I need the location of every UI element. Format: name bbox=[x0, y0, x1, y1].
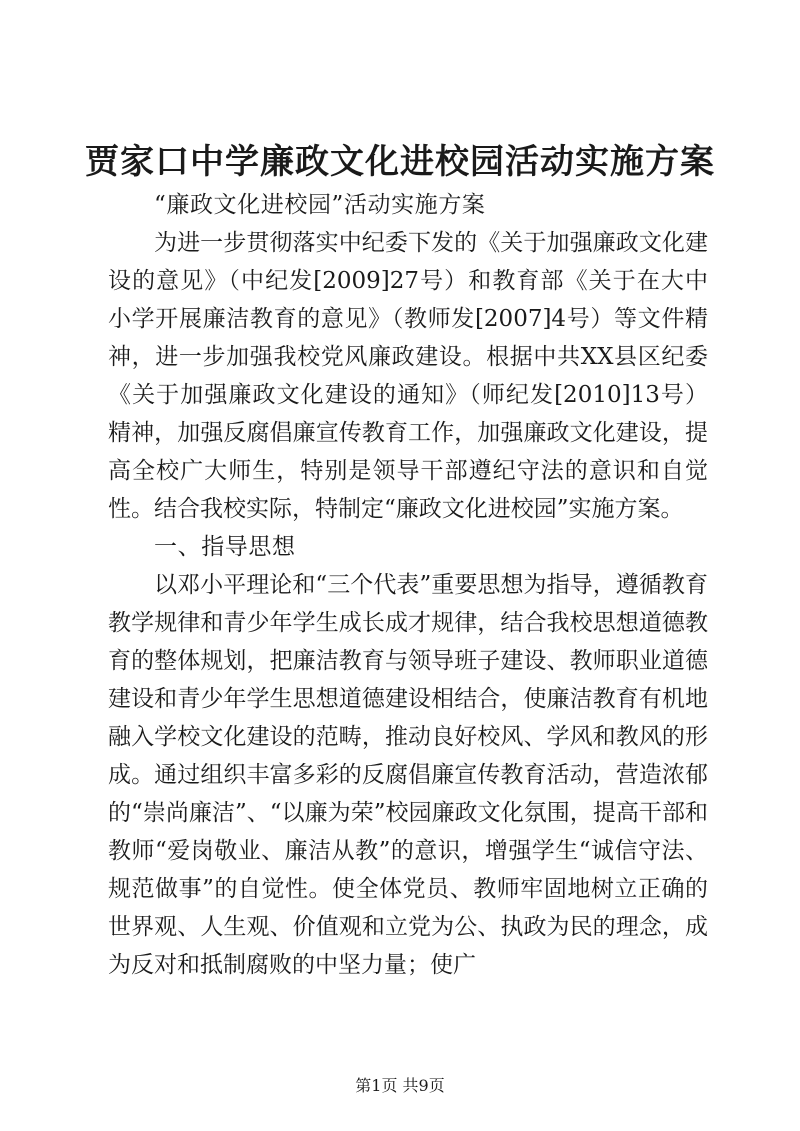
section-heading: 一、指导思想 bbox=[154, 534, 296, 560]
body-paragraph: 以邓小平理论和“三个代表”重要思想为指导，遵循教育教学规律和青少年学生成长成才规律，结合我校思想道德教育的整体规划，把廉洁教育与领导班子建设、教师职业道德建设和青少年学生思想道德建设相结合，使廉洁教育有机地融入学校文化建设的范畴，推动良好校风、学风和教风的形成。通过组织丰富多彩的反腐倡廉宣传教育活动，营造浓郁的“崇尚廉洁”、“以廉为荣”校园廉政文化氛围，提高干部和教师“爱岗敬业、廉洁从教”的意识，增强学生“诚信守法、规范做事”的自觉性。使全体党员、教师牢固地树立正确的世界观、人生观、价值观和立党为公、执政为民的理念，成为反对和抵制腐败的中坚力量；使广 bbox=[108, 572, 708, 978]
body-paragraph: 为进一步贯彻落实中纪委下发的《关于加强廉政文化建设的意见》（中纪发[2009]27号）和教育部《关于在大中小学开展廉洁教育的意见》（教师发[2007]4号）等文件精神，进一步加强我校党风廉政建设。根据中共XX县区纪委《关于加强廉政文化建设的通知》（师纪发[2010]13号）精神，加强反腐倡廉宣传教育工作，加强廉政文化建设，提高全校广大师生，特别是领导干部遵纪守法的意识和自觉性。结合我校实际，特制定“廉政文化进校园”实施方案。 bbox=[108, 230, 708, 522]
document-title: 贾家口中学廉政文化进校园活动实施方案 bbox=[85, 142, 715, 182]
document-body bbox=[108, 186, 708, 984]
subtitle-paragraph: “廉政文化进校园”活动实施方案 bbox=[154, 192, 486, 218]
page-number: 第1页 共9页 bbox=[355, 1076, 445, 1095]
